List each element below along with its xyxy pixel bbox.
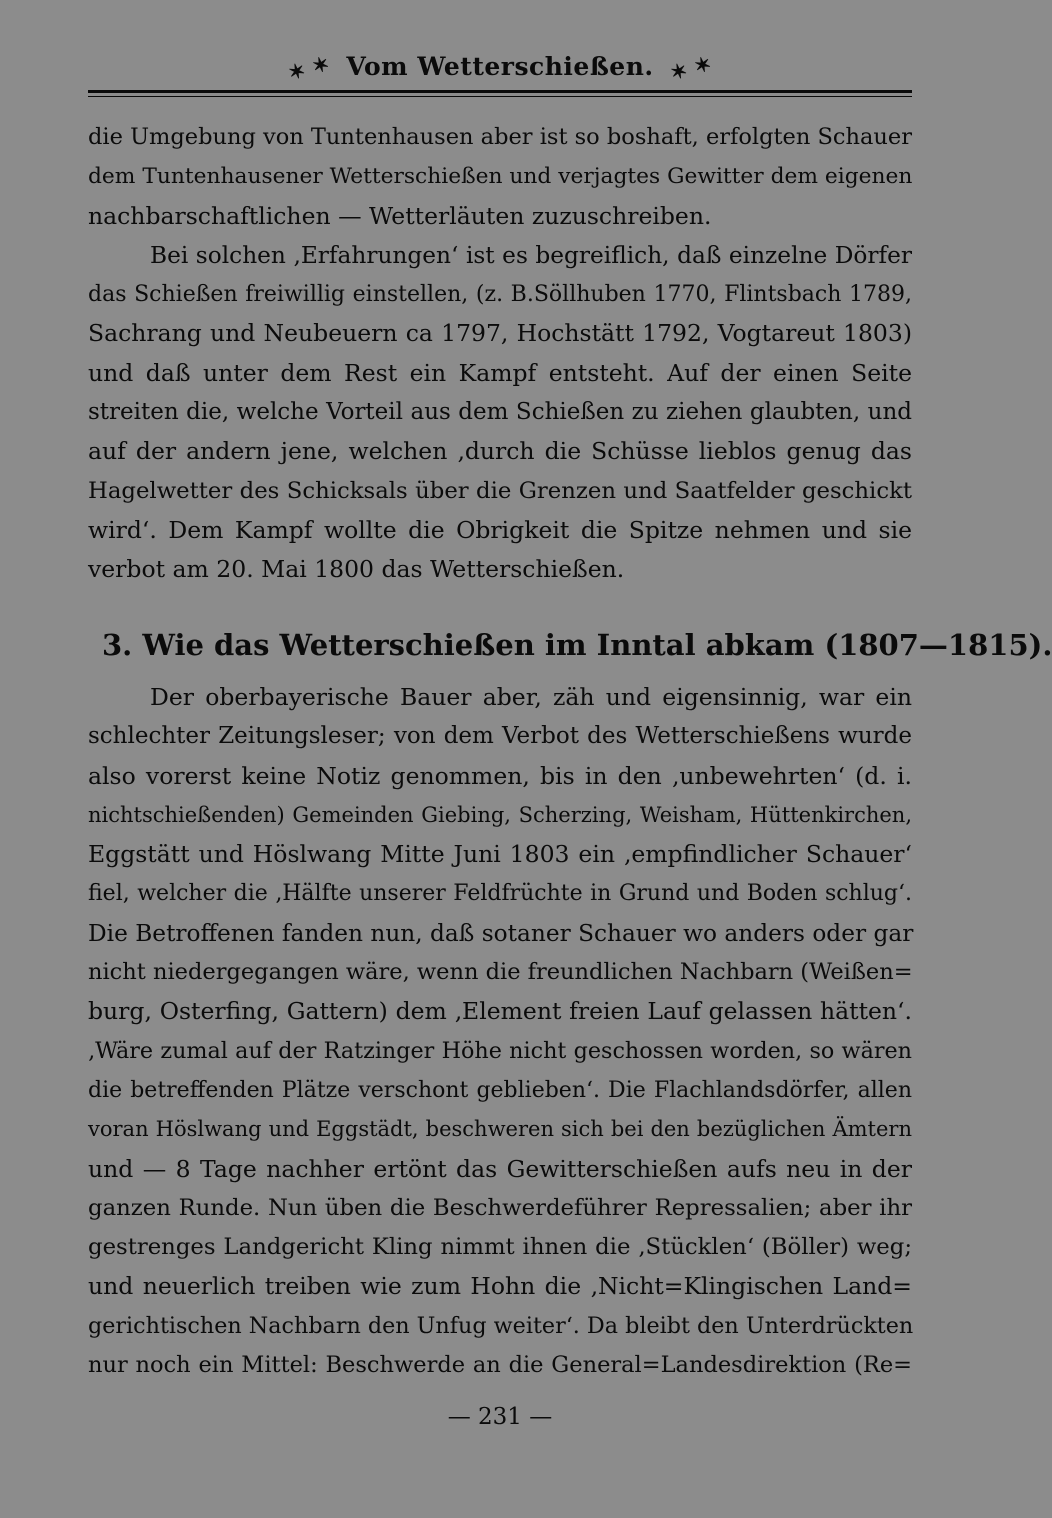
header-rule-thin (88, 96, 912, 97)
text-line: nichtschießenden) Gemeinden Giebing, Scherzing, Weisham, Hüttenkirchen, (88, 802, 912, 827)
text-line: Sachrang und Neubeuern ca 1797, Hochstätt 1792, Vogtareut 1803) (88, 319, 912, 348)
text-line: also vorerst keine Notiz genommen, bis in den ‚unbewehrten‘ (d. i. (88, 761, 912, 790)
text-line: Hagelwetter des Schicksals über die Grenzen und Saatfelder geschickt (88, 477, 912, 504)
section-years: (1807—1815). (824, 628, 1052, 662)
running-header (0, 50, 1000, 86)
text-line: und — 8 Tage nachher ertönt das Gewitterschießen aufs neu in der (88, 1154, 912, 1183)
text-line: voran Höslwang und Eggstädt, beschweren sich bei den bezüglichen Ämtern (88, 1117, 912, 1142)
text-line: Bei solchen ‚Erfahrungen‘ ist es begreiflich, daß einzelne Dörfer (150, 241, 912, 269)
text-line: und neuerlich treiben wie zum Hohn die ‚Nicht=Klingischen Land= (88, 1272, 912, 1301)
text-line: burg, Osterfing, Gattern) dem ‚Element freien Lauf gelassen hätten‘. (88, 997, 912, 1026)
text-line: verbot am 20. Mai 1800 das Wetterschießen. (88, 555, 625, 584)
text-line: auf der andern jene, welchen ‚durch die Schüsse lieblos genug das (88, 437, 912, 466)
text-line: wird‘. Dem Kampf wollte die Obrigkeit die Spitze nehmen und sie (88, 515, 912, 544)
section-title: Wie das Wetterschießen im Inntal abkam (142, 628, 815, 662)
text-line: nur noch ein Mittel: Beschwerde an die General=Landesdirektion (Re= (88, 1352, 912, 1379)
text-line: ganzen Runde. Nun üben die Beschwerdeführer Repressalien; aber ihr (88, 1194, 912, 1221)
text-line: die Umgebung von Tuntenhausen aber ist so boshaft, erfolgten Schauer (88, 124, 912, 150)
text-line: das Schießen freiwillig einstellen, (z. B.Söllhuben 1770, Flintsbach 1789, (88, 282, 912, 308)
text-block-lower (88, 678, 912, 1385)
ornament-right: ✶ ✶ (667, 50, 715, 86)
text-line: streiten die, welche Vorteil aus dem Schießen zu ziehen glaubten, und (88, 399, 912, 426)
page-number: — 231 — (447, 1404, 553, 1430)
section-heading (102, 628, 1052, 662)
ornament-left: ✶ ✶ (285, 50, 333, 86)
text-line: ‚Wäre zumal auf der Ratzinger Höhe nicht geschossen worden, so wären (88, 1037, 912, 1064)
text-line: Der oberbayerische Bauer aber, zäh und eigensinnig, war ein (150, 683, 912, 711)
header-rule-thick (88, 90, 912, 93)
text-line: die betreffenden Plätze verschont geblieben‘. Die Flachlandsdörfer, allen (88, 1077, 912, 1103)
text-line: und daß unter dem Rest ein Kampf entsteht. Auf der einen Seite (88, 358, 912, 387)
text-line: gestrenges Landgericht Kling nimmt ihnen die ‚Stücklen‘ (Böller) weg; (88, 1234, 912, 1261)
text-line: gerichtischen Nachbarn den Unfug weiter‘. Da bleibt den Unterdrückten (88, 1312, 914, 1339)
text-line: schlechter Zeitungsleser; von dem Verbot des Wetterschießens wurde (88, 723, 912, 750)
text-line: nachbarschaftlichen — Wetterläuten zuzuschreiben. (88, 201, 712, 230)
text-line: Die Betroffenen fanden nun, daß sotaner Schauer wo anders oder gar (88, 919, 914, 947)
text-line: nicht niedergegangen wäre, wenn die freundlichen Nachbarn (Weißen= (88, 959, 913, 986)
text-line: Eggstätt und Höslwang Mitte Juni 1803 ein ‚empfindlicher Schauer‘ (88, 840, 912, 869)
running-title: Vom Wetterschießen. (346, 52, 654, 81)
text-line: fiel, welcher die ‚Hälfte unserer Feldfrüchte in Grund und Boden schlug‘. (88, 881, 912, 907)
text-block-upper (88, 118, 912, 590)
text-line: dem Tuntenhausener Wetterschießen und verjagtes Gewitter dem eigenen (88, 164, 913, 190)
section-number: 3. (102, 628, 133, 662)
